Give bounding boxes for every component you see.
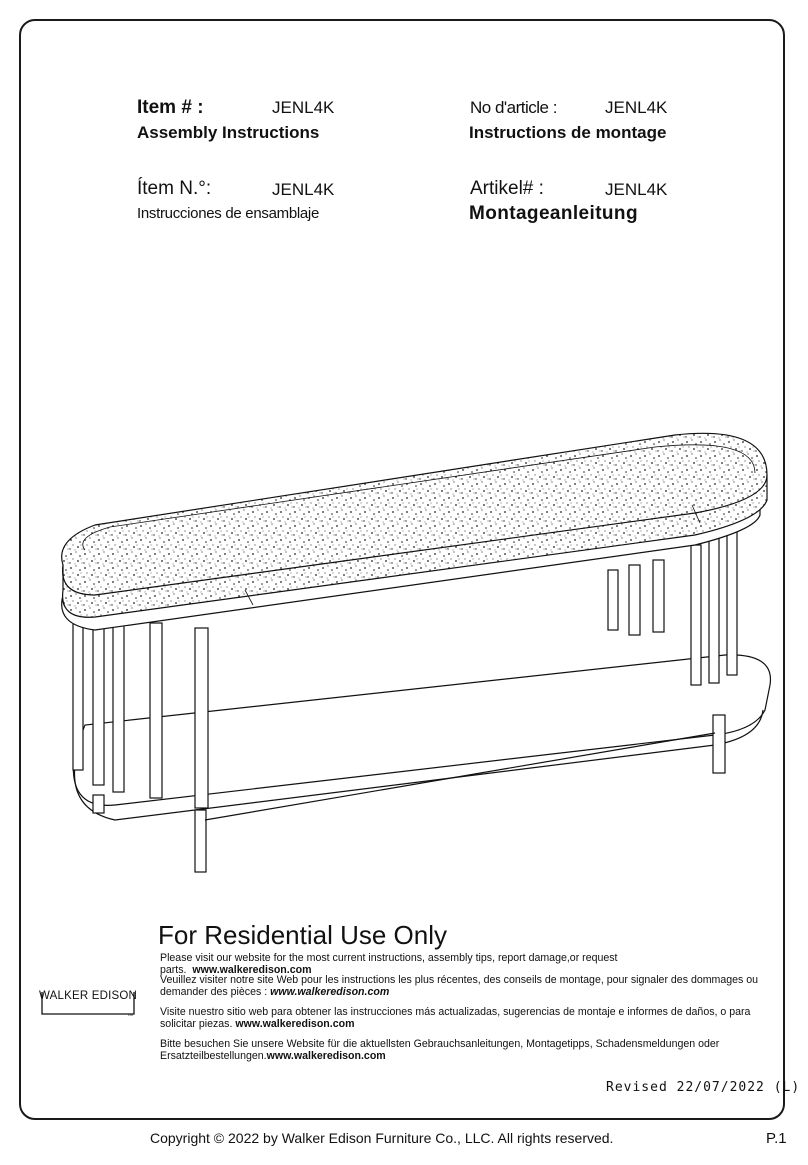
notice-fr	[160, 974, 768, 999]
en-item-code: JENL4K	[272, 98, 335, 117]
es-title: Instrucciones de ensamblaje	[137, 205, 320, 222]
en-item-label: Item # :	[137, 97, 204, 118]
notice-de	[160, 1038, 768, 1063]
notice-es-text: Visite nuestro sitio web para obtener las instrucciones más actualizadas, sugerencias de montaje e informes de daños, o para solicitar piezas.	[160, 1006, 751, 1031]
notice-de-text: Bitte besuchen Sie unsere Website für die aktuellsten Gebrauchsanleitungen, Montagetipps, Schadensmeldungen oder Ersatzteilbestellungen.	[160, 1038, 720, 1063]
es-item-code: JENL4K	[272, 180, 335, 199]
fr-item-code: JENL4K	[605, 98, 668, 117]
notice-en-link[interactable]: www.walkeredison.com	[192, 964, 312, 977]
logo-text: WALKER EDISON	[38, 990, 138, 1002]
notice-es	[160, 1006, 768, 1031]
de-item-code: JENL4K	[605, 180, 668, 199]
fr-item-label: No d'article :	[470, 98, 557, 117]
es-item-label: Ítem N.°:	[137, 178, 212, 199]
de-item-label: Artikel# :	[470, 178, 544, 199]
en-title: Assembly Instructions	[137, 123, 320, 142]
logo-tm: TM	[127, 1012, 133, 1017]
notice-es-link[interactable]: www.walkeredison.com	[235, 1018, 355, 1031]
copyright-footer: Copyright © 2022 by Walker Edison Furniture Co., LLC. All rights reserved.	[150, 1130, 614, 1146]
notice-en-text: Please visit our website for the most current instructions, assembly tips, report damage,or request parts.	[160, 952, 618, 977]
notice-de-link[interactable]: www.walkeredison.com	[266, 1050, 386, 1063]
de-title: Montageanleitung	[469, 203, 638, 224]
notice-fr-link[interactable]: www.walkeredison.com	[270, 986, 390, 999]
fr-title: Instructions de montage	[469, 123, 667, 142]
revision-note: Revised 22/07/2022 (L)	[606, 1080, 801, 1095]
page-number: P.1	[766, 1130, 787, 1147]
notice-fr-text: Veuillez visiter notre site Web pour les instructions les plus récentes, des conseils de montage, pour signaler des dommages ou demander des pièces :	[160, 974, 759, 999]
upholstered-bench-illustration	[55, 425, 775, 885]
residential-use-heading: For Residential Use Only	[158, 920, 447, 950]
